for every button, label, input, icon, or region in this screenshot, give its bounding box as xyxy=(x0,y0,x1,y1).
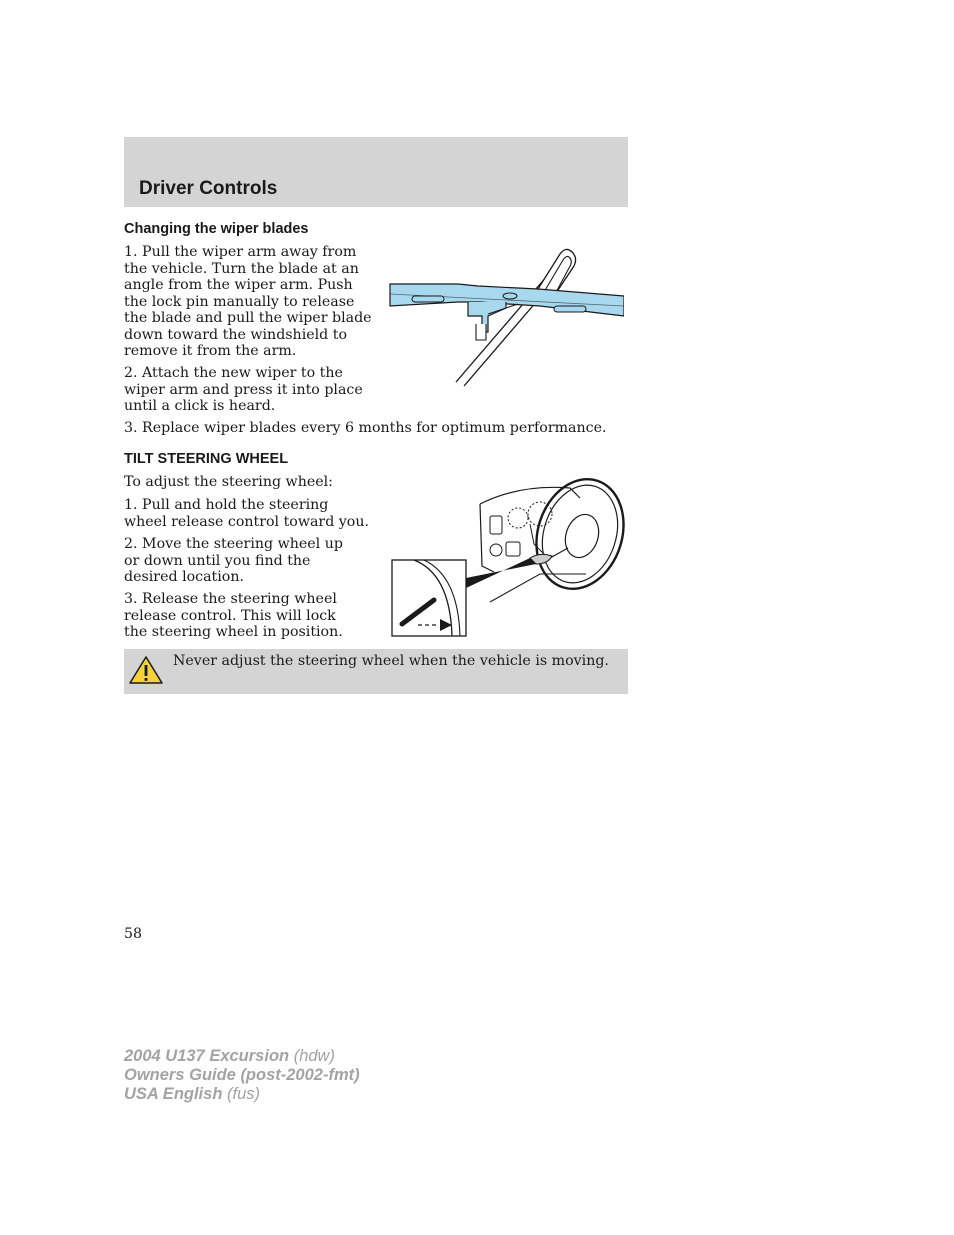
tilt-step-3: 3. Release the steering wheel release control. This will lock the steering wheel in position. xyxy=(124,591,343,640)
footer-language: USA English xyxy=(124,1085,223,1103)
footer-line-1 xyxy=(124,1047,360,1066)
wiper-step-2: 2. Attach the new wiper to the wiper arm and press it into place until a click is heard. xyxy=(124,365,363,414)
section-title: Driver Controls xyxy=(139,178,278,199)
tilt-intro: To adjust the steering wheel: xyxy=(124,474,333,490)
tilt-step-1: 1. Pull and hold the steering wheel release control toward you. xyxy=(124,497,369,530)
wiper-step-1: 1. Pull the wiper arm away from the vehicle. Turn the blade at an angle from the wiper arm. Push the lock pin manually to release the blade and pull the wiper blade down toward the windshield to remove it from the arm. xyxy=(124,244,372,359)
steering-wheel-illustration xyxy=(390,474,628,640)
warning-triangle-icon xyxy=(128,655,164,685)
footer-model-code: (hdw) xyxy=(289,1047,335,1065)
tilt-heading: TILT STEERING WHEEL xyxy=(124,451,289,467)
document-footer xyxy=(124,1047,360,1104)
footer-line-3 xyxy=(124,1085,360,1104)
wiper-step-3: 3. Replace wiper blades every 6 months for optimum performance. xyxy=(124,420,607,436)
footer-model: 2004 U137 Excursion xyxy=(124,1047,290,1065)
wiper-blade-illustration xyxy=(388,244,624,389)
footer-guide: Owners Guide (post-2002-fmt) xyxy=(124,1066,360,1084)
page-number: 58 xyxy=(124,926,143,942)
wiper-heading: Changing the wiper blades xyxy=(124,221,309,237)
tilt-step-2: 2. Move the steering wheel up or down until you find the desired location. xyxy=(124,536,343,585)
footer-language-code: (fus) xyxy=(222,1085,260,1103)
warning-text: Never adjust the steering wheel when the vehicle is moving. xyxy=(173,653,609,669)
footer-line-2 xyxy=(124,1066,360,1085)
